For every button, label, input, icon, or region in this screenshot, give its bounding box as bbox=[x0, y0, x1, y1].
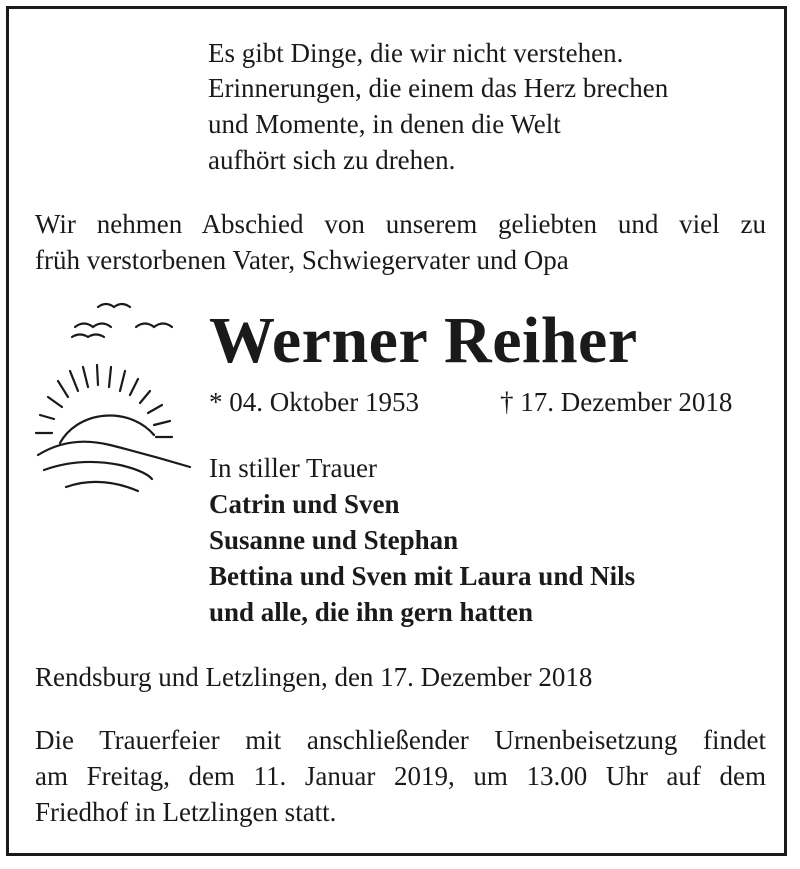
funeral-line-2: am Freitag, dem 11. Januar 2019, um 13.00 Uhr auf dem bbox=[35, 761, 766, 791]
death-date: † 17. Dezember 2018 bbox=[500, 387, 733, 417]
poem-line-1: Es gibt Dinge, die wir nicht verstehen. bbox=[208, 38, 624, 68]
intro-line-1: Wir nehmen Abschied von unserem geliebten und viel zu bbox=[35, 209, 766, 239]
place-date: Rendsburg und Letzlingen, den 17. Dezember 2018 bbox=[35, 662, 593, 692]
mourning-intro: In stiller Trauer bbox=[209, 453, 377, 483]
mourner-3: Bettina und Sven mit Laura und Nils bbox=[209, 561, 636, 591]
mourner-2: Susanne und Stephan bbox=[209, 525, 459, 555]
birth-date: * 04. Oktober 1953 bbox=[209, 387, 419, 417]
intro-line-2: früh verstorbenen Vater, Schwiegervater und Opa bbox=[35, 245, 569, 275]
sunset-birds-icon bbox=[30, 295, 195, 495]
mourner-4: und alle, die ihn gern hatten bbox=[209, 597, 534, 627]
poem-line-2: Erinnerungen, die einem das Herz brechen bbox=[208, 73, 669, 103]
funeral-line-3: Friedhof in Letzlingen statt. bbox=[35, 797, 337, 827]
poem-line-4: aufhört sich zu drehen. bbox=[208, 145, 456, 175]
deceased-name: Werner Reiher bbox=[209, 304, 638, 377]
poem-line-3: und Momente, in denen die Welt bbox=[208, 109, 561, 139]
mourner-1: Catrin und Sven bbox=[209, 489, 400, 519]
funeral-line-1: Die Trauerfeier mit anschließender Urnenbeisetzung findet bbox=[35, 725, 766, 755]
